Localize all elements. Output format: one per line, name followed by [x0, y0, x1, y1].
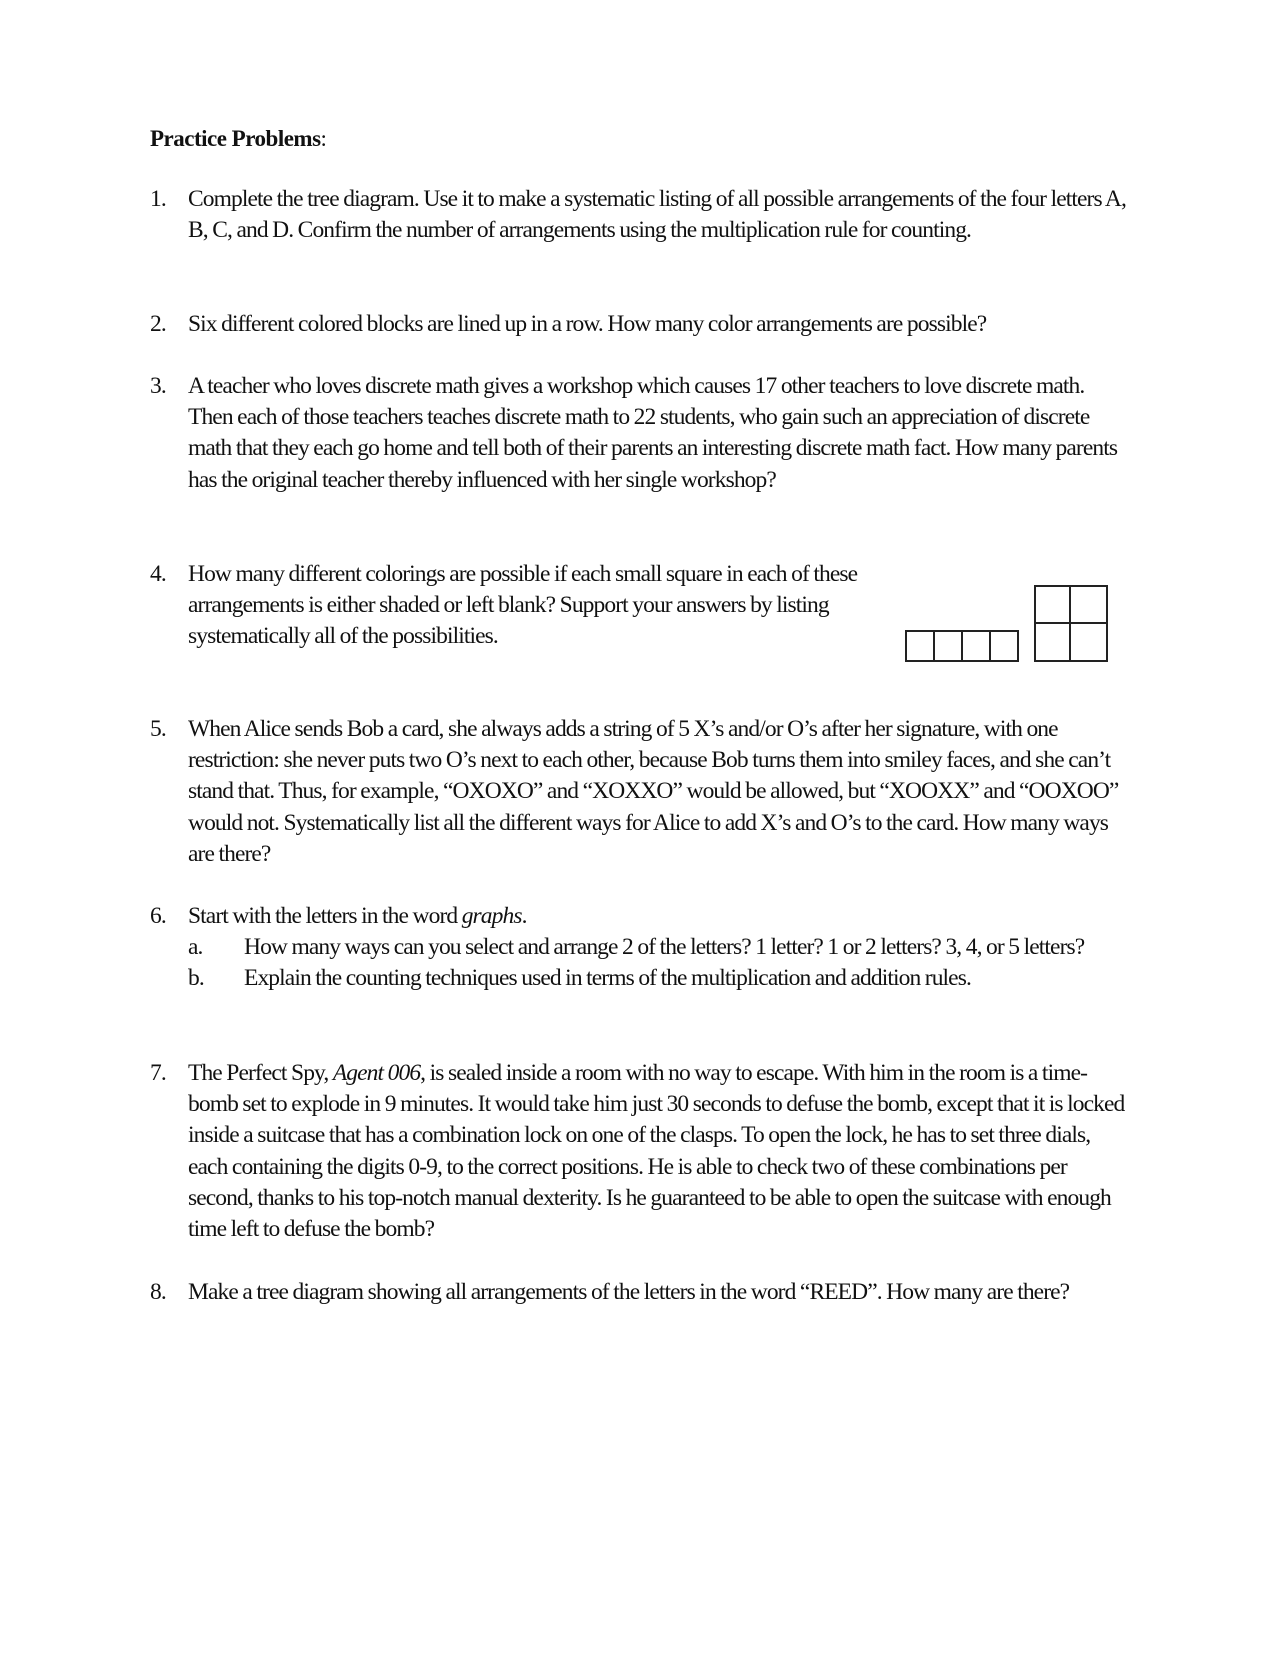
subpart-letter: b.	[188, 965, 204, 992]
problem-text	[188, 901, 1130, 932]
problem-3	[150, 371, 1130, 496]
problem-number: 2.	[150, 311, 166, 337]
problem-text: A teacher who loves discrete math gives a workshop which causes 17 other teachers to love discrete math. Then each of those teachers teaches discrete math to 22 students, who gain such an appreciation of discrete math that they each go home and tell both of their parents an interesting discrete math fact. How many parents has the original teacher thereby influenced with her single workshop?	[188, 373, 1118, 493]
subpart-text: Explain the counting techniques used in terms of the multiplication and addition rules.	[244, 965, 971, 992]
heading-colon: :	[320, 126, 327, 151]
problem-text-end: , is sealed inside a room with no way to escape. With him in the room is a time-bomb set to explode in 9 minutes. It would take him just 30 seconds to defuse the bomb, except that it is locked inside a suitcase that has a combination lock on one of the clasps. To open the lock, he has to set three dials, each containing the digits 0-9, to the correct positions. He is able to check two of these combinations per second, thanks to his top-notch manual dexterity. Is he guaranteed to be able to open the suitcase with enough time left to defuse the bomb?	[188, 1060, 1125, 1243]
grid-cell	[963, 632, 991, 660]
problem-text: Make a tree diagram showing all arrangements of the letters in the word “REED”. How many are there?	[188, 1279, 1070, 1305]
subpart-b	[188, 963, 1130, 994]
grid-cell	[935, 632, 963, 660]
heading-title: Practice Problems	[150, 126, 321, 151]
problem-text-italic: graphs	[461, 903, 522, 929]
problem-number: 3.	[150, 373, 166, 399]
problem-number: 8.	[150, 1279, 166, 1305]
subpart-text: How many ways can you select and arrange 2 of the letters? 1 letter? 1 or 2 letters? 3, 4, or 5 letters?	[244, 934, 1085, 961]
problem-8	[150, 1277, 1130, 1308]
problem-1	[150, 184, 1130, 246]
problem-number: 7.	[150, 1060, 166, 1086]
problem-2	[150, 309, 1130, 340]
subpart-letter: a.	[188, 934, 203, 961]
problem-number: 1.	[150, 186, 166, 212]
problem-text-italic: Agent 006	[332, 1060, 421, 1086]
grid-cell	[1071, 587, 1106, 624]
problem-number: 6.	[150, 903, 166, 929]
grid-cell	[1036, 587, 1071, 624]
problem-4	[150, 559, 890, 653]
grid-cell	[1071, 624, 1106, 661]
problem-6	[150, 901, 1130, 995]
two-by-two-grid	[1034, 585, 1108, 662]
grid-cell	[1036, 624, 1071, 661]
one-by-four-grid	[905, 630, 1019, 662]
problem-text-start: The Perfect Spy,	[188, 1060, 333, 1086]
subpart-a	[188, 932, 1130, 963]
problem-number: 5.	[150, 716, 166, 742]
problem-7	[150, 1058, 1130, 1245]
problem-text	[188, 1058, 1130, 1245]
grid-cell	[907, 632, 935, 660]
problem-number: 4.	[150, 561, 166, 587]
problem-text-end: .	[521, 903, 527, 929]
problem-text: When Alice sends Bob a card, she always adds a string of 5 X’s and/or O’s after her signature, with one restriction: she never puts two O’s next to each other, because Bob turns them into smiley faces, and she can’t stand that. Thus, for example, “OXOXO” and “XOXXO” would be allowed, but “XOOXX” and “OOXOO” would not. Systematically list all the different ways for Alice to add X’s and O’s to the card. How many ways are there?	[188, 716, 1119, 867]
page-heading	[150, 124, 326, 154]
grid-cell	[991, 632, 1017, 660]
problem-text: Complete the tree diagram. Use it to make a systematic listing of all possible arrangements of the four letters A, B, C, and D. Confirm the number of arrangements using the multiplication rule for counting.	[188, 186, 1126, 244]
problem-text: Six different colored blocks are lined up in a row. How many color arrangements are possible?	[188, 311, 987, 337]
problem-text-start: Start with the letters in the word	[188, 903, 462, 929]
problem-5	[150, 714, 1130, 870]
problem-text: How many different colorings are possible if each small square in each of these arrangements is either shaded or left blank? Support your answers by listing systematically all of the possibilities.	[188, 561, 858, 650]
